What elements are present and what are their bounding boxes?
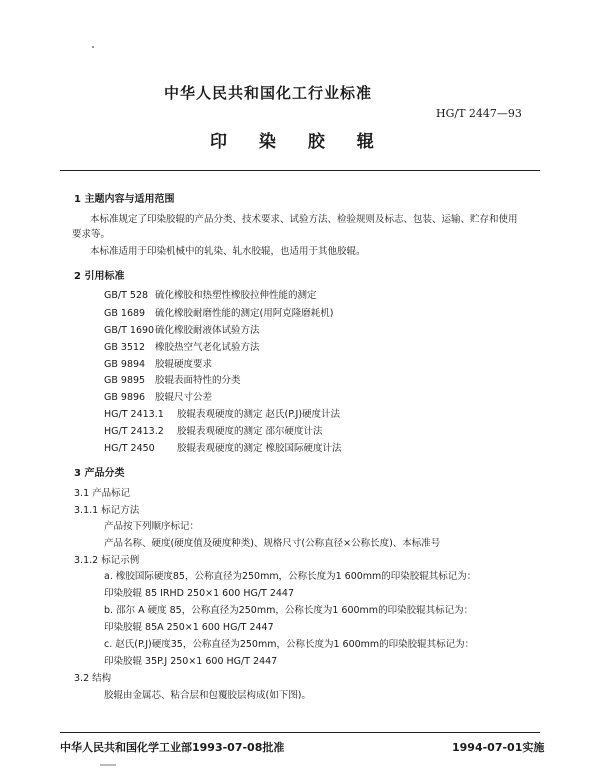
ref-title: 胶辊硬度要求 xyxy=(155,359,213,370)
section-1-para1-line1: 本标准规定了印染胶辊的产品分类、技术要求、试验方法、检验规则及标志、包装、运输、贮存和使用 xyxy=(90,214,518,225)
ref-title: 硫化橡胶耐磨性能的测定(用阿克隆磨耗机) xyxy=(155,308,334,319)
ref-item xyxy=(104,356,212,370)
ref-code: HG/T 2413.2 xyxy=(104,426,164,437)
footer-divider xyxy=(60,732,540,733)
example-a: a. 橡胶国际硬度85，公称直径为250mm，公称长度为1 600mm的印染胶辊其标记为： xyxy=(104,571,477,582)
ref-item xyxy=(104,406,340,420)
example-b: b. 邵尔 A 硬度 85，公称直径为250mm，公称长度为1 600mm的印染胶辊其标记为： xyxy=(104,605,474,616)
ref-item xyxy=(104,287,317,301)
ref-item xyxy=(104,389,212,403)
ref-code: HG/T 2450 xyxy=(104,443,155,454)
marking-order: 产品名称、硬度(硬度值及硬度种类)、规格尺寸(公称直径×公称长度)、本标准号 xyxy=(104,538,441,549)
section-1-heading: 1 主题内容与适用范围 xyxy=(74,194,175,205)
implementation-date: 1994-07-01实施 xyxy=(452,741,545,754)
issuing-organization: 中华人民共和国化工行业标准 xyxy=(164,84,373,102)
header-divider xyxy=(60,170,540,171)
ref-item xyxy=(104,440,342,454)
ref-code: GB 1689 xyxy=(104,308,146,319)
document-title: 印 染 胶 辊 xyxy=(210,132,387,152)
ref-title: 胶辊尺寸公差 xyxy=(155,392,213,403)
ref-title: 胶辊表观硬度的测定 橡胶国际硬度计法 xyxy=(177,443,342,454)
section-1-para1-line2: 要求等。 xyxy=(72,229,111,240)
structure-text: 胶辊由金属芯、粘合层和包覆胶层构成(如下图)。 xyxy=(104,690,311,701)
section-3-heading: 3 产品分类 xyxy=(74,468,125,479)
ref-title: 硫化橡胶耐液体试验方法 xyxy=(155,325,260,336)
approval-line: 中华人民共和国化学工业部1993-07-08批准 xyxy=(60,741,285,754)
ref-code: GB/T 1690 xyxy=(104,325,155,336)
section-3-1-1-heading: 3.1.1 标记方法 xyxy=(74,505,140,516)
example-c: c. 赵氏(P.J)硬度35，公称直径为250mm，公称长度为1 600mm的印染胶辊其标记为： xyxy=(104,639,475,650)
standard-number: HG/T 2447—93 xyxy=(436,107,522,120)
section-3-1-2-heading: 3.1.2 标记示例 xyxy=(74,555,140,566)
ref-item xyxy=(104,305,333,319)
ref-code: GB 3512 xyxy=(104,342,146,353)
ref-title: 硫化橡胶和热塑性橡胶拉伸性能的测定 xyxy=(155,290,317,301)
ref-title: 胶辊表面特性的分类 xyxy=(155,375,241,386)
section-3-2-heading: 3.2 结构 xyxy=(74,673,112,684)
ref-title: 橡胶热空气老化试验方法 xyxy=(155,342,260,353)
example-a-mark: 印染胶辊 85 IRHD 250×1 600 HG/T 2447 xyxy=(104,588,295,599)
ref-item xyxy=(104,423,323,437)
section-1-para2: 本标准适用于印染机械中的轧染、轧水胶辊，也适用于其他胶辊。 xyxy=(90,246,366,257)
ref-code: GB 9896 xyxy=(104,392,146,403)
marking-order-intro: 产品按下列顺序标记： xyxy=(104,521,200,532)
ref-code: GB 9894 xyxy=(104,359,146,370)
ref-code: GB/T 528 xyxy=(104,290,149,301)
scan-artifact xyxy=(100,764,116,766)
section-2-heading: 2 引用标准 xyxy=(74,271,125,282)
example-c-mark: 印染胶辊 35P.J 250×1 600 HG/T 2447 xyxy=(104,656,278,667)
ref-item xyxy=(104,339,260,353)
ref-code: GB 9895 xyxy=(104,375,146,386)
section-3-1-heading: 3.1 产品标记 xyxy=(74,488,131,499)
ref-code: HG/T 2413.1 xyxy=(104,409,164,420)
ref-title: 胶辊表观硬度的测定 赵氏(P.J)硬度计法 xyxy=(177,409,341,420)
scan-speck xyxy=(92,46,94,48)
ref-title: 胶辊表观硬度的测定 邵尔硬度计法 xyxy=(177,426,323,437)
ref-item xyxy=(104,322,260,336)
ref-item xyxy=(104,372,241,386)
example-b-mark: 印染胶辊 85A 250×1 600 HG/T 2447 xyxy=(104,622,274,633)
